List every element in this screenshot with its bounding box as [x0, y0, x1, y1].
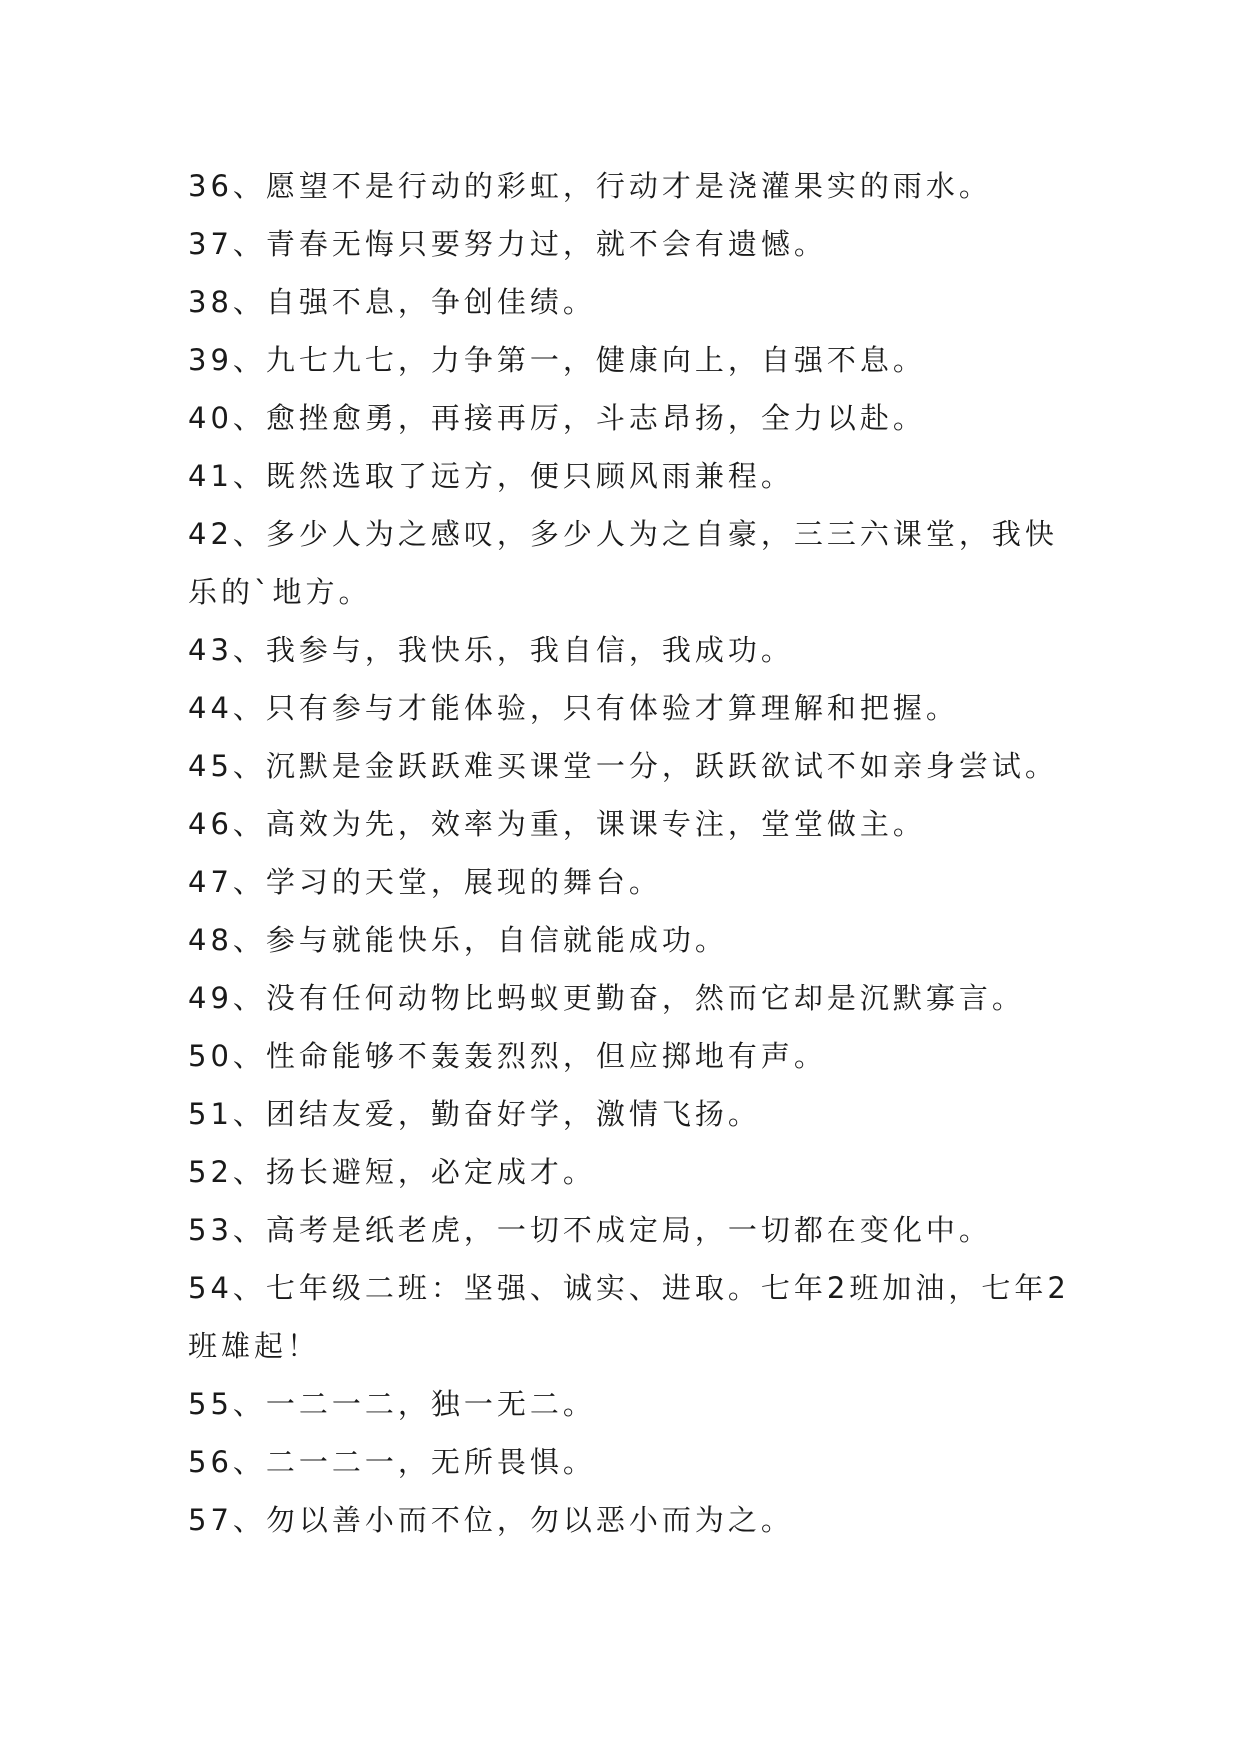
- list-item: 38、自强不息，争创佳绩。: [188, 285, 596, 319]
- list-item: 47、学习的天堂，展现的舞台。: [188, 865, 662, 899]
- list-item: 43、我参与，我快乐，我自信，我成功。: [188, 633, 794, 667]
- list-item: 57、勿以善小而不位，勿以恶小而为之。: [188, 1503, 794, 1537]
- list-item: 53、高考是纸老虎，一切不成定局，一切都在变化中。: [188, 1213, 992, 1247]
- list-item: 49、没有任何动物比蚂蚁更勤奋，然而它却是沉默寡言。: [188, 981, 1025, 1015]
- list-item: 42、多少人为之感叹，多少人为之自豪，三三六课堂，我快乐的`地方。: [188, 517, 1058, 609]
- list-item: 55、一二一二，独一无二。: [188, 1387, 596, 1421]
- list-item: 39、九七九七，力争第一，健康向上，自强不息。: [188, 343, 926, 377]
- list-item: 50、性命能够不轰轰烈烈，但应掷地有声。: [188, 1039, 827, 1073]
- list-item: 51、团结友爱，勤奋好学，激情飞扬。: [188, 1097, 761, 1131]
- list-item: 54、七年级二班：坚强、诚实、进取。七年2班加油，七年2班雄起！: [188, 1271, 1070, 1363]
- list-item: 44、只有参与才能体验，只有体验才算理解和把握。: [188, 691, 959, 725]
- list-item: 40、愈挫愈勇，再接再厉，斗志昂扬，全力以赴。: [188, 401, 926, 435]
- list-item: 48、参与就能快乐，自信就能成功。: [188, 923, 728, 957]
- list-item: 41、既然选取了远方，便只顾风雨兼程。: [188, 459, 794, 493]
- list-item: 46、高效为先，效率为重，课课专注，堂堂做主。: [188, 807, 926, 841]
- list-item: 37、青春无悔只要努力过，就不会有遗憾。: [188, 227, 827, 261]
- list-item: 36、愿望不是行动的彩虹，行动才是浇灌果实的雨水。: [188, 169, 992, 203]
- document-body: [188, 157, 1088, 1549]
- list-item: 56、二一二一，无所畏惧。: [188, 1445, 596, 1479]
- list-item: 52、扬长避短，必定成才。: [188, 1155, 596, 1189]
- list-item: 45、沉默是金跃跃难买课堂一分，跃跃欲试不如亲身尝试。: [188, 749, 1058, 783]
